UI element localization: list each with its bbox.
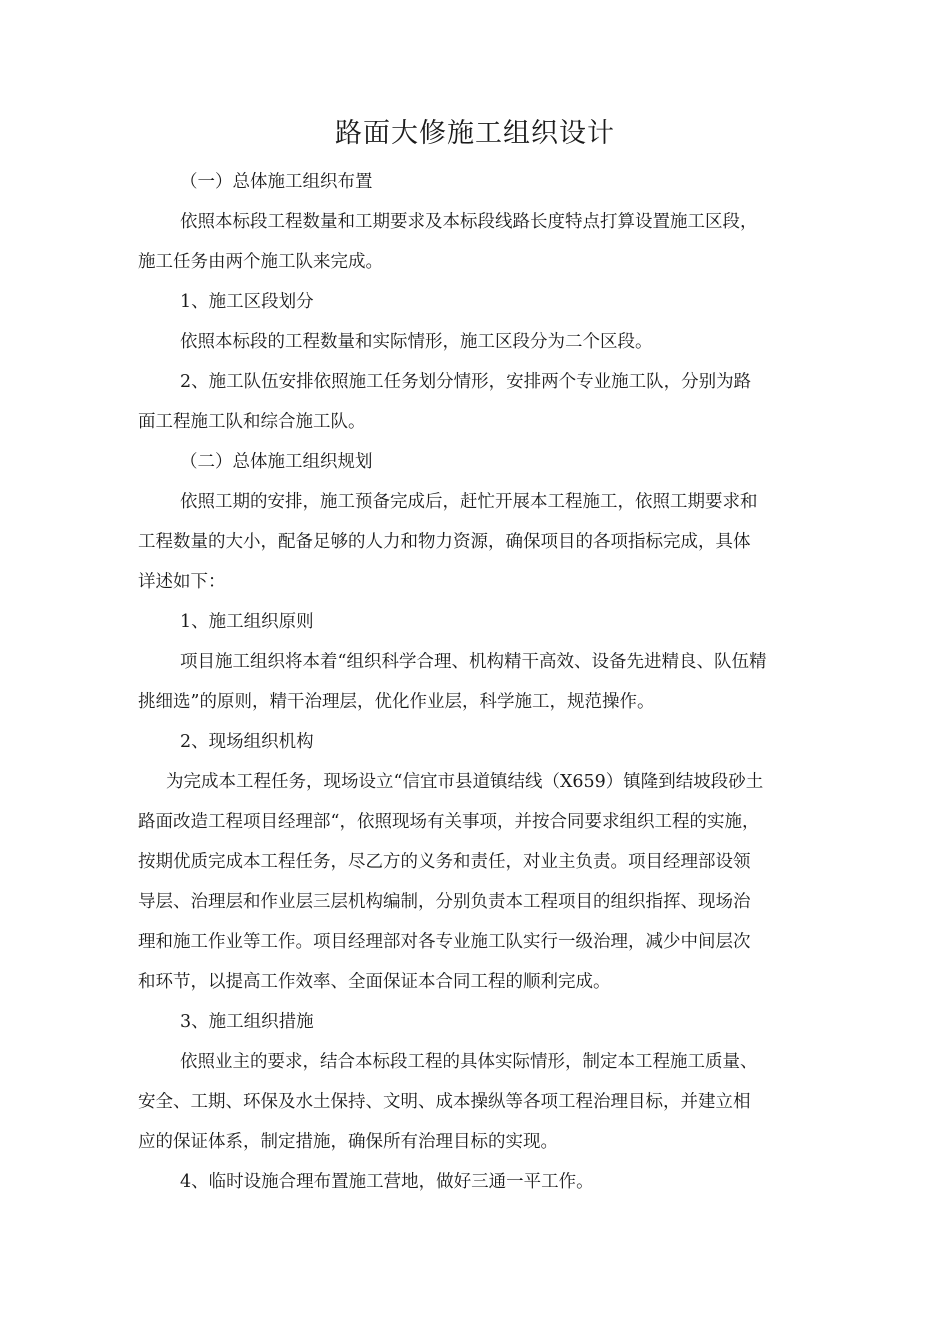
text-line: 面工程施工队和综合施工队。 [138,412,366,432]
document-title: 路面大修施工组织设计 [335,118,615,149]
subsection-heading [180,602,860,642]
text-line: 按期优质完成本工程任务，尽乙方的义务和责任，对业主负责。项目经理部设领 [138,852,751,872]
text-line: 和环节，以提高工作效率、全面保证本合同工程的顺利完成。 [138,972,611,992]
text-line: 应的保证体系，制定措施，确保所有治理目标的实现。 [138,1132,558,1152]
text-line: 工程数量的大小，配备足够的人力和物力资源，确保项目的各项指标完成，具体 [138,532,751,552]
text-line: 2、施工队伍安排依照施工任务划分情形，安排两个专业施工队，分别为路 [180,372,752,392]
text-line: 1、施工组织原则 [180,612,314,632]
section-heading-1 [180,162,860,202]
text-line: 路面改造工程项目经理部“，依照现场有关事项，并按合同要求组织工程的实施， [138,812,760,832]
subsection-heading [180,722,860,762]
paragraph [138,482,818,602]
text-line: 施工任务由两个施工队来完成。 [138,252,383,272]
section-heading-2 [180,442,860,482]
text-line: 导层、治理层和作业层三层机构编制，分别负责本工程项目的组织指挥、现场治 [138,892,751,912]
text-line: （一）总体施工组织布置 [180,172,373,192]
text-line: 安全、工期、环保及水土保持、文明、成本操纵等各项工程治理目标，并建立相 [138,1092,751,1112]
paragraph [138,762,818,1002]
text-line: 2、现场组织机构 [180,732,314,752]
subsection-heading [180,1002,860,1042]
text-line: 依照业主的要求，结合本标段工程的具体实际情形，制定本工程施工质量、 [180,1052,758,1072]
text-line: 依照本标段的工程数量和实际情形，施工区段分为二个区段。 [180,332,653,352]
subsection-heading [180,1162,860,1202]
text-line: 详述如下： [138,572,226,592]
paragraph [138,362,818,442]
text-line: 项目施工组织将本着“组织科学合理、机构精干高效、设备先进精良、队伍精 [180,652,767,672]
text-line: 依照工期的安排，施工预备完成后，赶忙开展本工程施工，依照工期要求和 [180,492,758,512]
subsection-heading [180,282,860,322]
paragraph [138,642,818,722]
text-line: 1、施工区段划分 [180,292,314,312]
paragraph [180,322,860,362]
text-line: 理和施工作业等工作。项目经理部对各专业施工队实行一级治理，减少中间层次 [138,932,751,952]
text-line: 依照本标段工程数量和工期要求及本标段线路长度特点打算设置施工区段， [180,212,758,232]
text-line: 挑细选”的原则，精干治理层，优化作业层，科学施工，规范操作。 [138,692,655,712]
text-line: 3、施工组织措施 [180,1012,314,1032]
paragraph [138,202,818,282]
text-line: 为完成本工程任务，现场设立“信宜市县道镇结线（X659）镇隆到结坡段砂土 [166,772,764,792]
text-line: （二）总体施工组织规划 [180,452,373,472]
text-line: 4、临时设施合理布置施工营地，做好三通一平工作。 [180,1172,594,1192]
paragraph [138,1042,818,1162]
